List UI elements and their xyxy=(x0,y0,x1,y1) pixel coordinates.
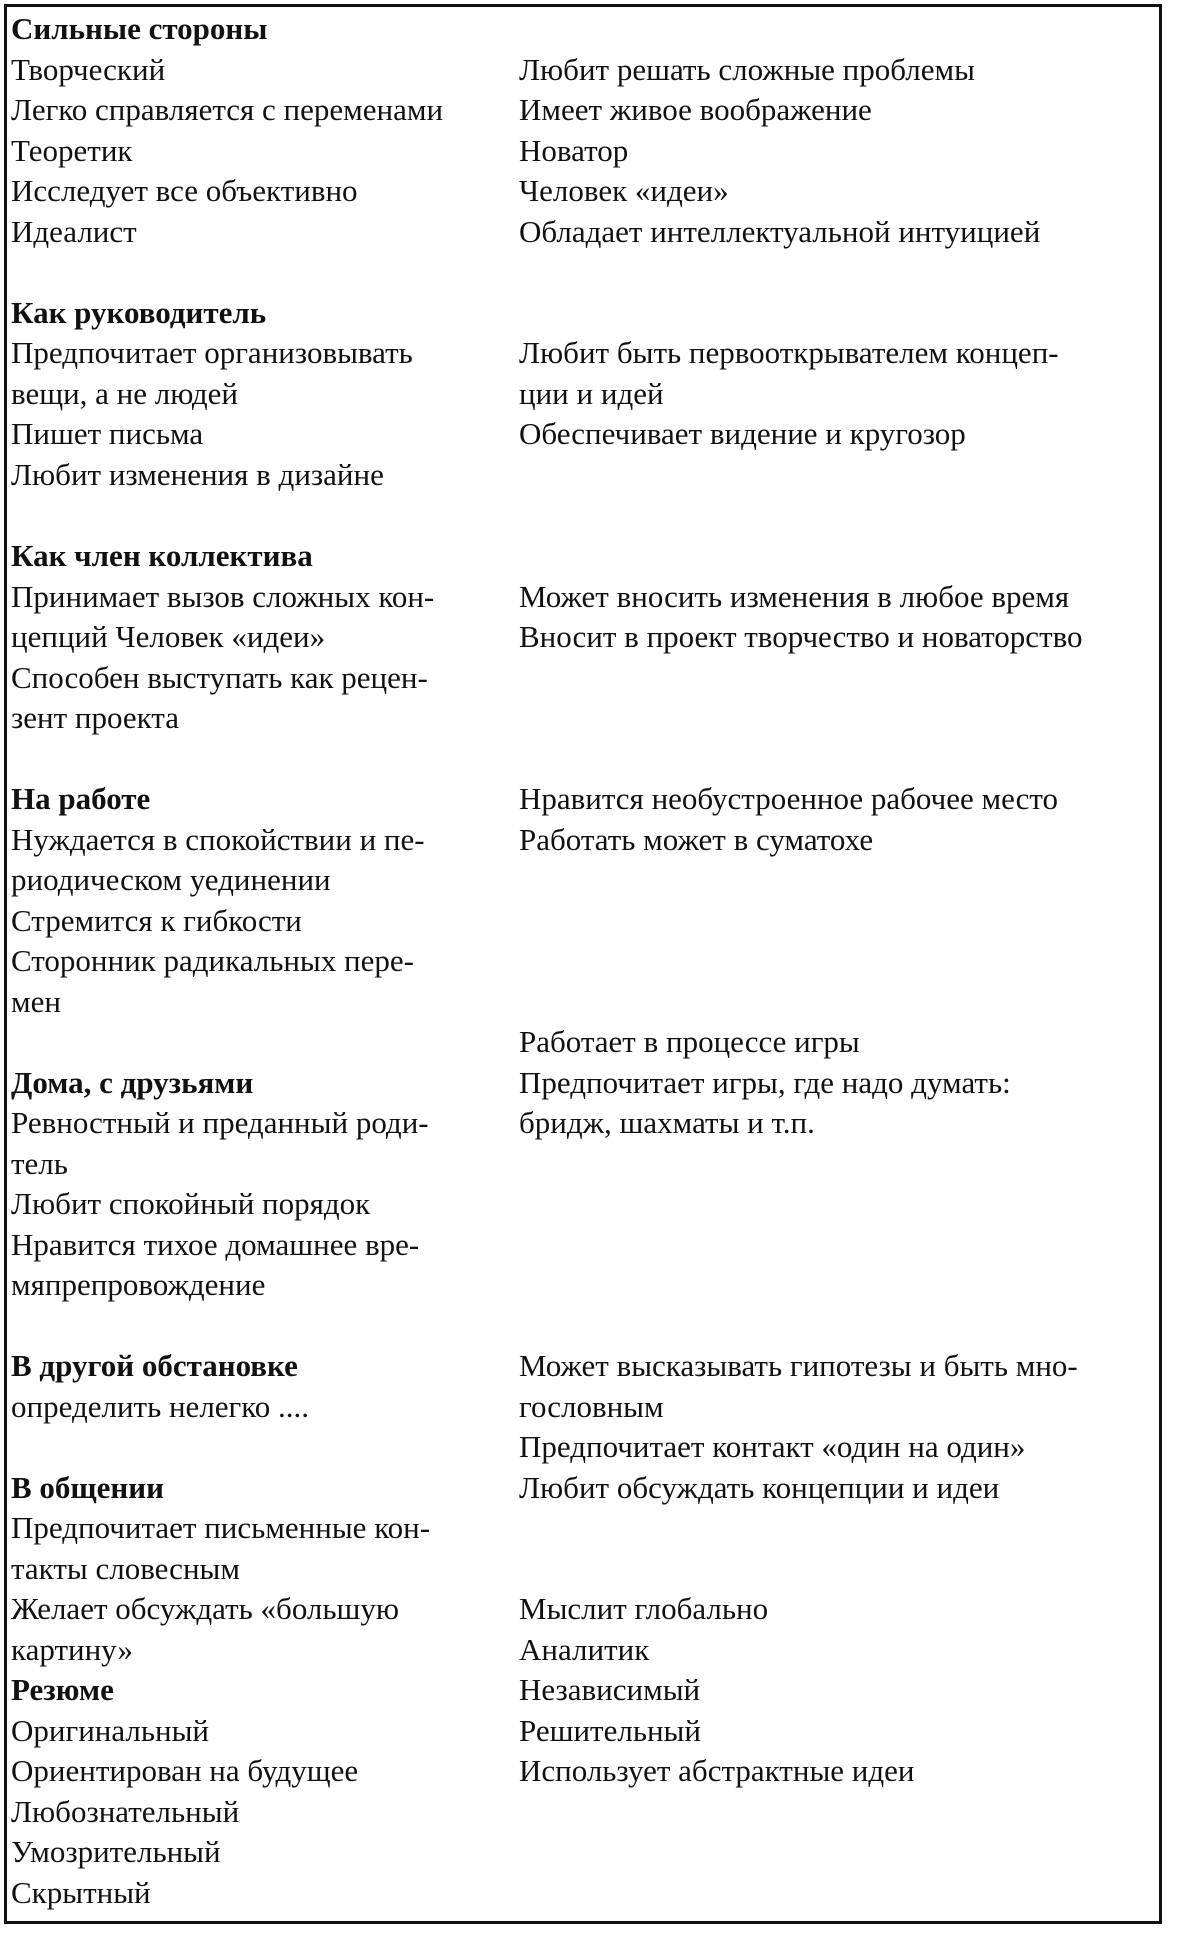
right-item: Любит обсуждать концепции и идеи xyxy=(519,1470,1000,1505)
left-item: Скрытный xyxy=(11,1875,151,1910)
right-item: Новатор xyxy=(519,133,629,168)
left-item: Нуждается в спокойствии и пе- xyxy=(11,822,425,857)
right-item: Обладает интеллектуальной интуицией xyxy=(519,214,1041,249)
left-item: Желает обсуждать «большую xyxy=(11,1591,400,1626)
left-item: риодическом уединении xyxy=(11,862,331,897)
left-item: Любит спокойный порядок xyxy=(11,1186,371,1221)
section-heading-as-leader: Как руководитель xyxy=(11,295,267,330)
left-item: тель xyxy=(11,1146,68,1181)
right-item: гословным xyxy=(519,1389,664,1424)
right-item: Предпочитает контакт «один на один» xyxy=(519,1429,1026,1464)
section-heading-as-team-member: Как член коллектива xyxy=(11,538,313,573)
right-item: Аналитик xyxy=(519,1632,650,1667)
left-item: Исследует все объективно xyxy=(11,173,358,208)
right-item: Обеспечивает видение и кругозор xyxy=(519,416,966,451)
right-item: Имеет живое воображение xyxy=(519,92,872,127)
left-item: Ориентирован на будущее xyxy=(11,1753,359,1788)
right-item: Независимый xyxy=(519,1672,701,1707)
left-item: Умозрительный xyxy=(11,1834,221,1869)
right-item: Предпочитает игры, где надо думать: xyxy=(519,1065,1011,1100)
right-item: Работать может в суматохе xyxy=(519,822,874,857)
left-item: Идеалист xyxy=(11,214,137,249)
section-heading-other-setting: В другой обстановке xyxy=(11,1348,298,1383)
section-heading-strengths: Сильные стороны xyxy=(11,11,268,46)
left-item: Оригинальный xyxy=(11,1713,210,1748)
right-item: Работает в процессе игры xyxy=(519,1024,860,1059)
left-item: Сторонник радикальных пере- xyxy=(11,943,414,978)
right-item: Мыслит глобально xyxy=(519,1591,769,1626)
left-item: такты словесным xyxy=(11,1551,240,1586)
section-heading-summary: Резюме xyxy=(11,1672,114,1707)
section-heading-communication: В общении xyxy=(11,1470,164,1505)
right-item: Человек «идеи» xyxy=(519,173,729,208)
right-item: Нравится необустроенное рабочее место xyxy=(519,781,1059,816)
left-item: Предпочитает организовывать xyxy=(11,335,413,370)
section-heading-at-home: Дома, с друзьями xyxy=(11,1065,254,1100)
left-item: Нравится тихое домашнее вре- xyxy=(11,1227,420,1262)
left-item: определить нелегко .... xyxy=(11,1389,309,1424)
left-item: Пишет письма xyxy=(11,416,204,451)
left-item: Теоретик xyxy=(11,133,133,168)
right-item: Любит быть первооткрывателем концеп- xyxy=(519,335,1059,370)
left-item: Предпочитает письменные кон- xyxy=(11,1510,431,1545)
left-item: Ревностный и преданный роди- xyxy=(11,1105,429,1140)
right-item: Использует абстрактные идеи xyxy=(519,1753,915,1788)
right-item: ции и идей xyxy=(519,376,664,411)
left-item: Способен выступать как рецен- xyxy=(11,660,428,695)
right-item: Вносит в проект творчество и новаторство xyxy=(519,619,1083,654)
section-heading-at-work: На работе xyxy=(11,781,151,816)
left-item: цепций Человек «идеи» xyxy=(11,619,326,654)
left-item: мяпрепровождение xyxy=(11,1267,266,1302)
right-item: Решительный xyxy=(519,1713,701,1748)
right-item: Любит решать сложные проблемы xyxy=(519,52,975,87)
right-item: бридж, шахматы и т.п. xyxy=(519,1105,815,1140)
left-item: Любознательный xyxy=(11,1794,240,1829)
table-bottom-border xyxy=(4,1921,1162,1924)
left-item: Принимает вызов сложных кон- xyxy=(11,579,435,614)
left-item: мен xyxy=(11,984,61,1019)
left-item: Любит изменения в дизайне xyxy=(11,457,384,492)
left-item: картину» xyxy=(11,1632,133,1667)
right-item: Может высказывать гипотезы и быть мно- xyxy=(519,1348,1078,1383)
left-item: Стремится к гибкости xyxy=(11,903,302,938)
right-item: Может вносить изменения в любое время xyxy=(519,579,1070,614)
left-item: зент проекта xyxy=(11,700,179,735)
left-item: вещи, а не людей xyxy=(11,376,238,411)
left-item: Легко справляется с переменами xyxy=(11,92,444,127)
left-item: Творческий xyxy=(11,52,166,87)
